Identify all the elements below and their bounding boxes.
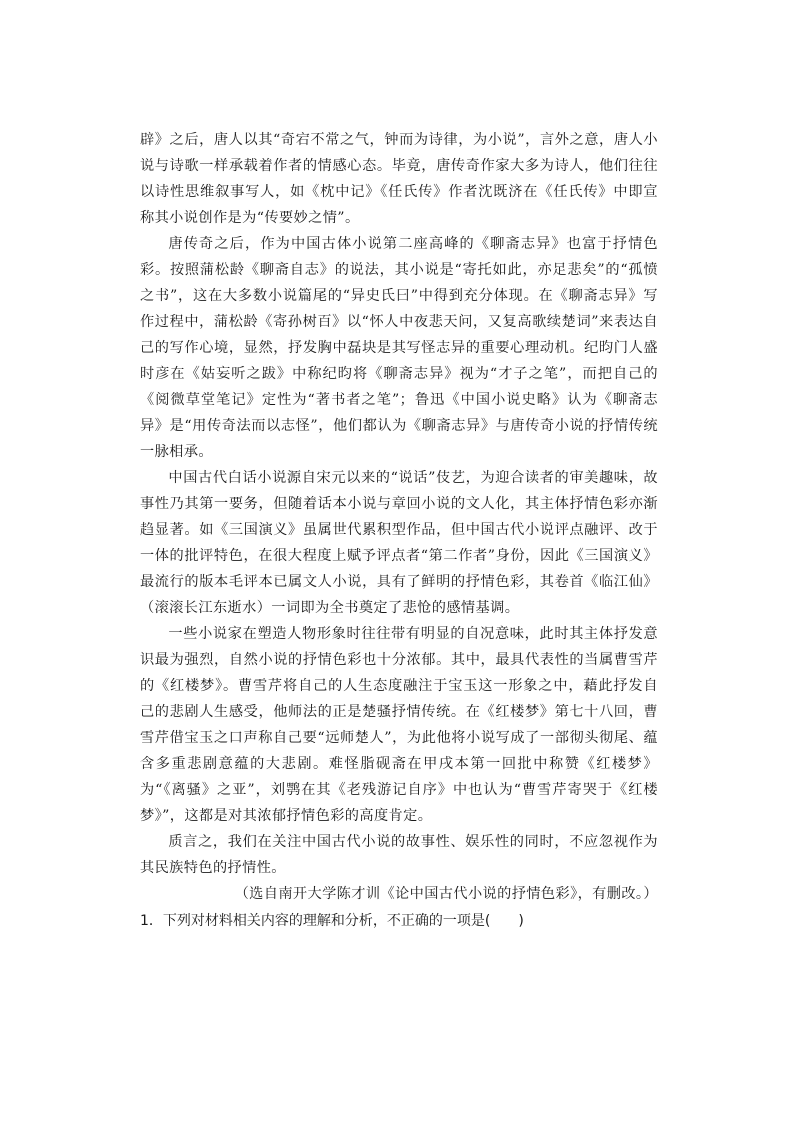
article-paragraph-4: 一些小说家在塑造人物形象时往往带有明显的自况意味，此时其主体抒发意识最为强烈，自然小说的抒情色彩也十分浓郁。其中，最具代表性的当属曹雪芹的《红楼梦》。曹雪芹将自己的人生态度融注于宝玉这一形象之中，藉此抒发自己的悲剧人生感受，他师法的正是楚骚抒情传统。在《红楼梦》第七十八回，曹雪芹借宝玉之口声称自己要“远师楚人”，为此他将小说写成了一部彻头彻尾、蕴含多重悲剧意蕴的大悲剧。难怪脂砚斋在甲戌本第一回批中称赞《红楼梦》为“《离骚》之亚”，刘鹗在其《老残游记自序》中也认为“曹雪芹寄哭于《红楼梦》”，这都是对其浓郁抒情色彩的高度肯定。: [140, 626, 658, 824]
article-paragraph-5: 质言之，我们在关注中国古代小说的故事性、娱乐性的同时，不应忽视作为其民族特色的抒情性。: [140, 834, 658, 876]
article-body: [140, 127, 658, 907]
article-source-citation: （选自南开大学陈才训《论中国古代小说的抒情色彩》，有删改。）: [234, 886, 658, 902]
article-paragraph-1: 辟》之后，唐人以其“奇宕不常之气，钟而为诗律，为小说”，言外之意，唐人小说与诗歌一样承载着作者的情感心态。毕竟，唐传奇作家大多为诗人，他们往往以诗性思维叙事写人，如《枕中记》《任氏传》作者沈既济在《任氏传》中即宣称其小说创作是为“传要妙之情”。: [140, 132, 658, 226]
article-paragraph-2: 唐传奇之后，作为中国古体小说第二座高峰的《聊斋志异》也富于抒情色彩。按照蒲松龄《聊斋自志》的说法，其小说是“寄托如此，亦足悲矣”的“孤愤之书”，这在大多数小说篇尾的“异史氏曰”中得到充分体现。在《聊斋志异》写作过程中，蒲松龄《寄孙树百》以“怀人中夜悲天问，又复高歌续楚词”来表达自己的写作心境，显然，抒发胸中磊块是其写怪志异的重要心理动机。纪昀门人盛时彦在《姑妄听之跋》中称纪昀将《聊斋志异》视为“才子之笔”，而把自己的《阅微草堂笔记》定性为“著书者之笔”；鲁迅《中国小说史略》认为《聊斋志异》是“用传奇法而以志怪”，他们都认为《聊斋志异》与唐传奇小说的抒情传统一脉相承。: [140, 236, 658, 460]
article-paragraph-3: 中国古代白话小说源自宋元以来的“说话”伎艺，为迎合读者的审美趣味，故事性乃其第一要务，但随着话本小说与章回小说的文人化，其主体抒情色彩亦渐趋显著。如《三国演义》虽属世代累积型作品，但中国古代小说评点融评、改于一体的批评特色，在很大程度上赋予评点者“第二作者”身份，因此《三国演义》最流行的版本毛评本已属文人小说，具有了鲜明的抒情色彩，其卷首《临江仙》（滚滚长江东逝水）一词即为全书奠定了悲怆的感情基调。: [140, 470, 658, 616]
question-1-stem: 1．下列对材料相关内容的理解和分析，不正确的一项是( ): [140, 913, 524, 929]
